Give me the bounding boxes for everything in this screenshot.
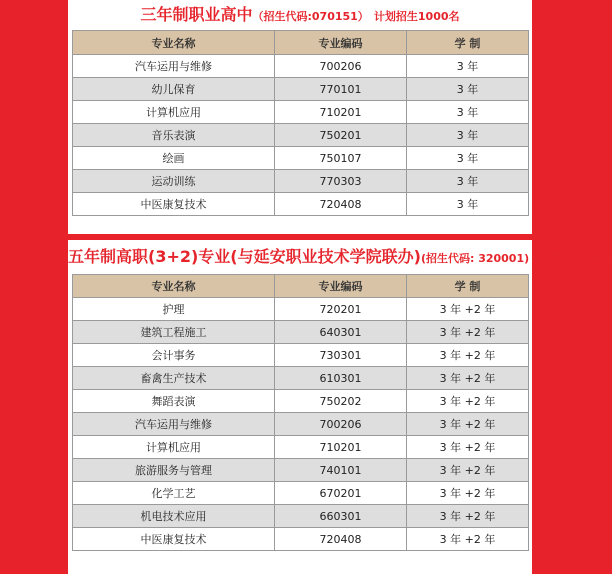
cell-major-name: 汽车运用与维修 <box>73 55 275 78</box>
table-row <box>73 413 529 436</box>
cell-duration: 3 年 +2 年 <box>407 321 529 344</box>
cell-duration: 3 年 <box>407 147 529 170</box>
cell-major-code: 700206 <box>275 55 407 78</box>
cell-duration: 3 年 <box>407 78 529 101</box>
cell-duration: 3 年 +2 年 <box>407 528 529 551</box>
cell-major-code: 720408 <box>275 528 407 551</box>
section-title-plan: 计划招生700名 <box>534 252 612 265</box>
cell-major-name: 绘画 <box>73 147 275 170</box>
cell-duration: 3 年 +2 年 <box>407 436 529 459</box>
cell-duration: 3 年 <box>407 55 529 78</box>
cell-major-name: 旅游服务与管理 <box>73 459 275 482</box>
cell-major-code: 750202 <box>275 390 407 413</box>
cell-duration: 3 年 <box>407 193 529 216</box>
cell-major-code: 710201 <box>275 436 407 459</box>
cell-duration: 3 年 +2 年 <box>407 459 529 482</box>
five-year-program-panel <box>68 240 612 574</box>
cell-major-code: 720201 <box>275 298 407 321</box>
table-row <box>73 436 529 459</box>
table-row <box>73 170 529 193</box>
cell-major-code: 610301 <box>275 367 407 390</box>
cell-major-code: 670201 <box>275 482 407 505</box>
cell-major-code: 700206 <box>275 413 407 436</box>
table-header-row <box>73 31 529 55</box>
table-row <box>73 298 529 321</box>
table-row <box>73 482 529 505</box>
table-row <box>73 124 529 147</box>
cell-major-name: 舞蹈表演 <box>73 390 275 413</box>
cell-major-name: 机电技术应用 <box>73 505 275 528</box>
cell-major-name: 幼儿保育 <box>73 78 275 101</box>
cell-major-code: 770303 <box>275 170 407 193</box>
table-header-row <box>73 275 529 298</box>
cell-major-name: 中医康复技术 <box>73 528 275 551</box>
cell-duration: 3 年 +2 年 <box>407 344 529 367</box>
table-row <box>73 367 529 390</box>
cell-major-code: 640301 <box>275 321 407 344</box>
cell-duration: 3 年 <box>407 101 529 124</box>
program-table <box>72 274 529 551</box>
table-row <box>73 147 529 170</box>
cell-major-name: 运动训练 <box>73 170 275 193</box>
table-row <box>73 528 529 551</box>
table-row <box>73 101 529 124</box>
section-title-plan: 计划招生1000名 <box>373 10 460 23</box>
cell-duration: 3 年 +2 年 <box>407 505 529 528</box>
cell-major-name: 畜禽生产技术 <box>73 367 275 390</box>
section-title <box>68 0 532 30</box>
table-row <box>73 390 529 413</box>
header-duration: 学 制 <box>407 31 529 55</box>
header-major-code: 专业编码 <box>275 31 407 55</box>
cell-major-code: 730301 <box>275 344 407 367</box>
cell-major-name: 中医康复技术 <box>73 193 275 216</box>
cell-major-code: 750107 <box>275 147 407 170</box>
section-title-main: 五年制高职(3+2)专业(与延安职业技术学院联办) <box>68 247 421 266</box>
table-row <box>73 321 529 344</box>
cell-duration: 3 年 +2 年 <box>407 367 529 390</box>
cell-major-name: 音乐表演 <box>73 124 275 147</box>
table-row <box>73 344 529 367</box>
cell-major-name: 建筑工程施工 <box>73 321 275 344</box>
header-duration: 学 制 <box>407 275 529 298</box>
section-title-main: 三年制职业高中 <box>140 5 253 24</box>
program-table <box>72 30 529 216</box>
cell-duration: 3 年 +2 年 <box>407 413 529 436</box>
section-title-code: (招生代码: 320001) <box>420 252 530 265</box>
cell-major-code: 740101 <box>275 459 407 482</box>
cell-major-name: 化学工艺 <box>73 482 275 505</box>
cell-major-code: 660301 <box>275 505 407 528</box>
table-row <box>73 459 529 482</box>
cell-major-code: 720408 <box>275 193 407 216</box>
table-row <box>73 78 529 101</box>
section-title <box>68 240 612 274</box>
header-major-name: 专业名称 <box>73 31 275 55</box>
cell-duration: 3 年 <box>407 170 529 193</box>
cell-major-code: 770101 <box>275 78 407 101</box>
table-row <box>73 505 529 528</box>
cell-major-name: 计算机应用 <box>73 101 275 124</box>
section-title-code: （招生代码:070151） <box>252 10 369 23</box>
cell-major-code: 750201 <box>275 124 407 147</box>
cell-major-name: 护理 <box>73 298 275 321</box>
header-major-name: 专业名称 <box>73 275 275 298</box>
cell-duration: 3 年 <box>407 124 529 147</box>
cell-duration: 3 年 +2 年 <box>407 390 529 413</box>
table-row <box>73 193 529 216</box>
cell-duration: 3 年 +2 年 <box>407 298 529 321</box>
cell-major-code: 710201 <box>275 101 407 124</box>
cell-major-name: 汽车运用与维修 <box>73 413 275 436</box>
header-major-code: 专业编码 <box>275 275 407 298</box>
cell-duration: 3 年 +2 年 <box>407 482 529 505</box>
cell-major-name: 计算机应用 <box>73 436 275 459</box>
three-year-program-panel <box>68 0 532 234</box>
cell-major-name: 会计事务 <box>73 344 275 367</box>
table-row <box>73 55 529 78</box>
